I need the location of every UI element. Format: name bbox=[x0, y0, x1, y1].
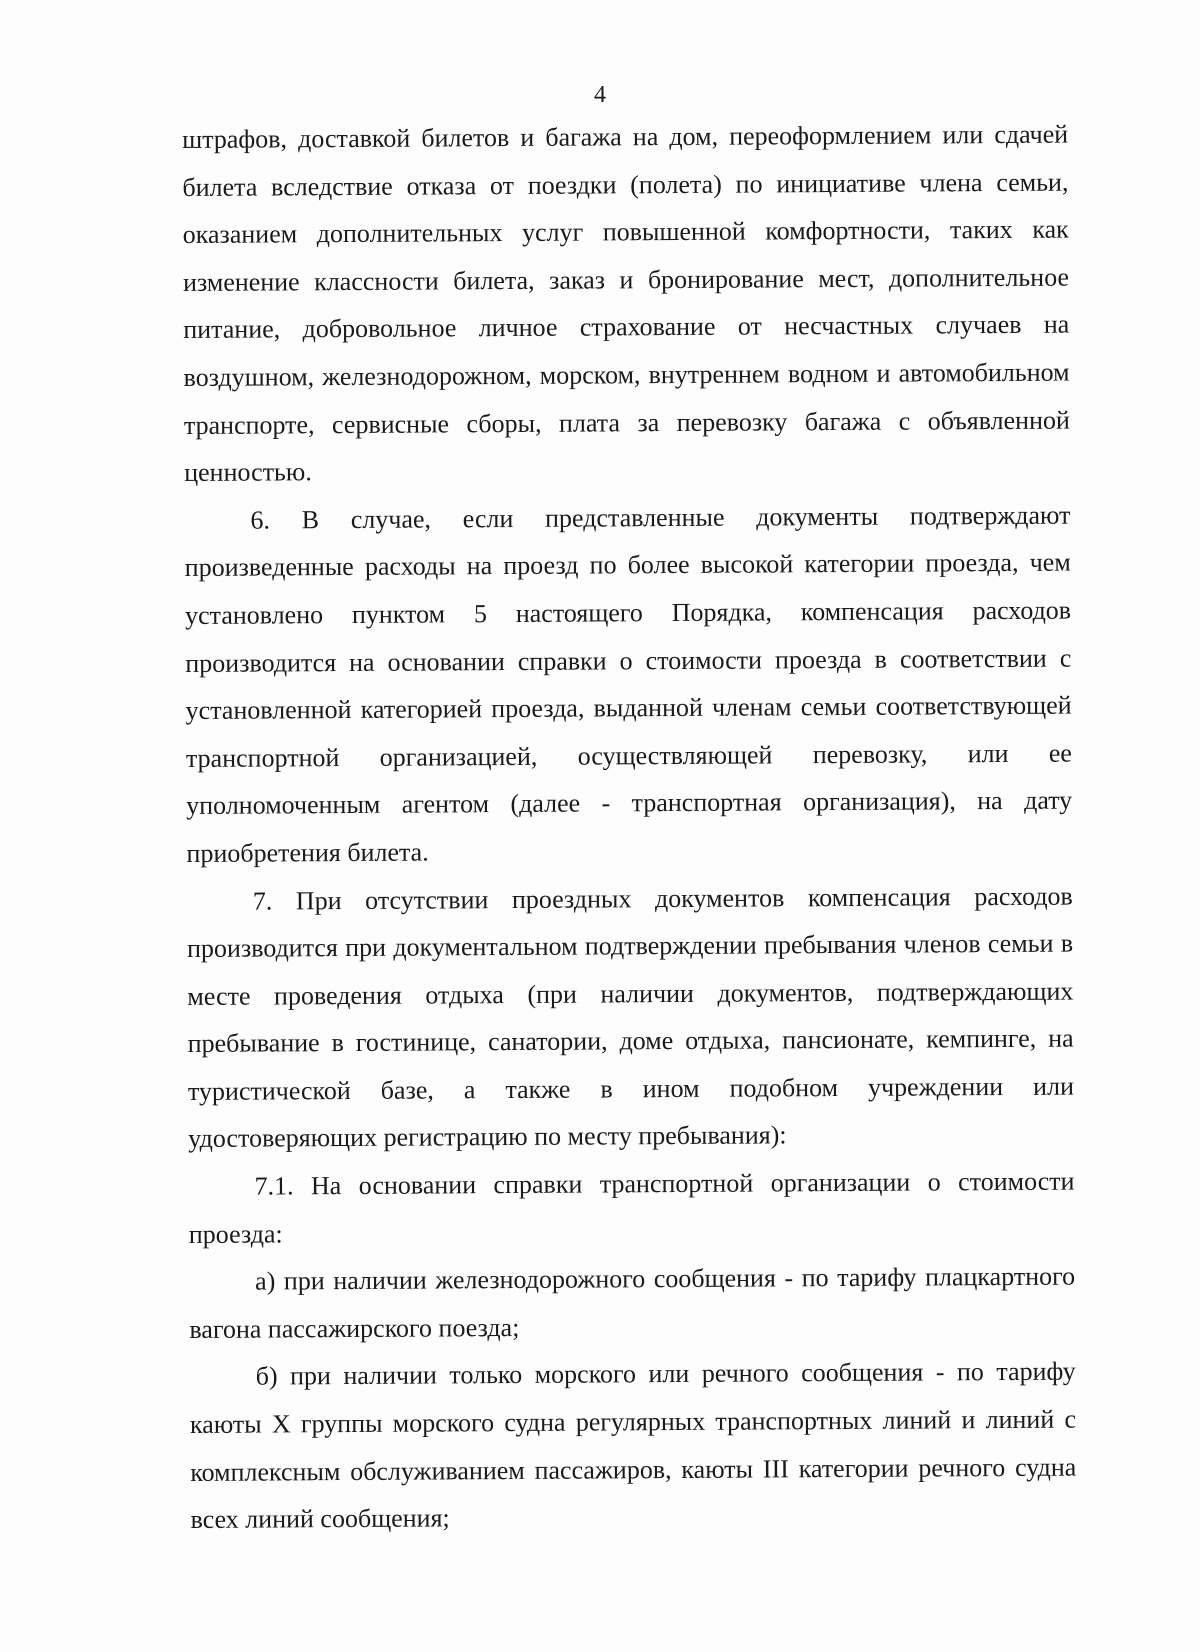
paragraph-continuation: штрафов, доставкой билетов и багажа на дом, переоформлением или сдачей билета вследствие отказа от поездки (полета) по инициативе члена семьи, оказанием дополнительных услуг повышенной комфортности, таких как изменение классности билета, заказ и бронирование мест, дополнительное питание, добровольное личное страхование от несчастных случаев на воздушном, железнодорожном, морском, внутреннем водном и автомобильном транспорте, сервисные сборы, плата за перевозку багажа с объявленной ценностью. bbox=[182, 119, 1070, 488]
paragraph-item-b: б) при наличии только морского или речного сообщения - по тарифу каюты X группы морского судна регулярных транспортных линий и линий с комплексным обслуживанием пассажиров, каюты III категории речного судна всех линий сообщения; bbox=[189, 1357, 1077, 1535]
paragraph-item-a: а) при наличии железнодорожного сообщения - по тарифу плацкартного вагона пассажирского поезда; bbox=[189, 1261, 1076, 1344]
paragraph-7: 7. При отсутствии проездных документов компенсация расходов производится при документальном подтверждении пребывания членов семьи в месте проведения отдыха (при наличии документов, подтверждающих пребывание в гостинице, санатории, доме отдыха, пансионате, кемпинге, на туристической базе, а также в ином подобном учреждении или удостоверяющих регистрацию по месту пребывания): bbox=[186, 881, 1075, 1154]
page-number: 4 bbox=[594, 82, 606, 108]
paragraph-7-1: 7.1. На основании справки транспортной организации о стоимости проезда: bbox=[188, 1166, 1075, 1249]
paragraph-6: 6. В случае, если представленные документы подтверждают произведенные расходы на проезд по более высокой категории проезда, чем установлено пунктом 5 настоящего Порядка, компенсация расходов производится на основании справки о стоимости проезда в соответствии с установленной категорией проезда, выданной членам семьи соответствующей транспортной организацией, осуществляющей перевозку, или ее уполномоченным агентом (далее - транспортная организация), на дату приобретения билета. bbox=[184, 500, 1073, 868]
document-body bbox=[182, 111, 1077, 1544]
